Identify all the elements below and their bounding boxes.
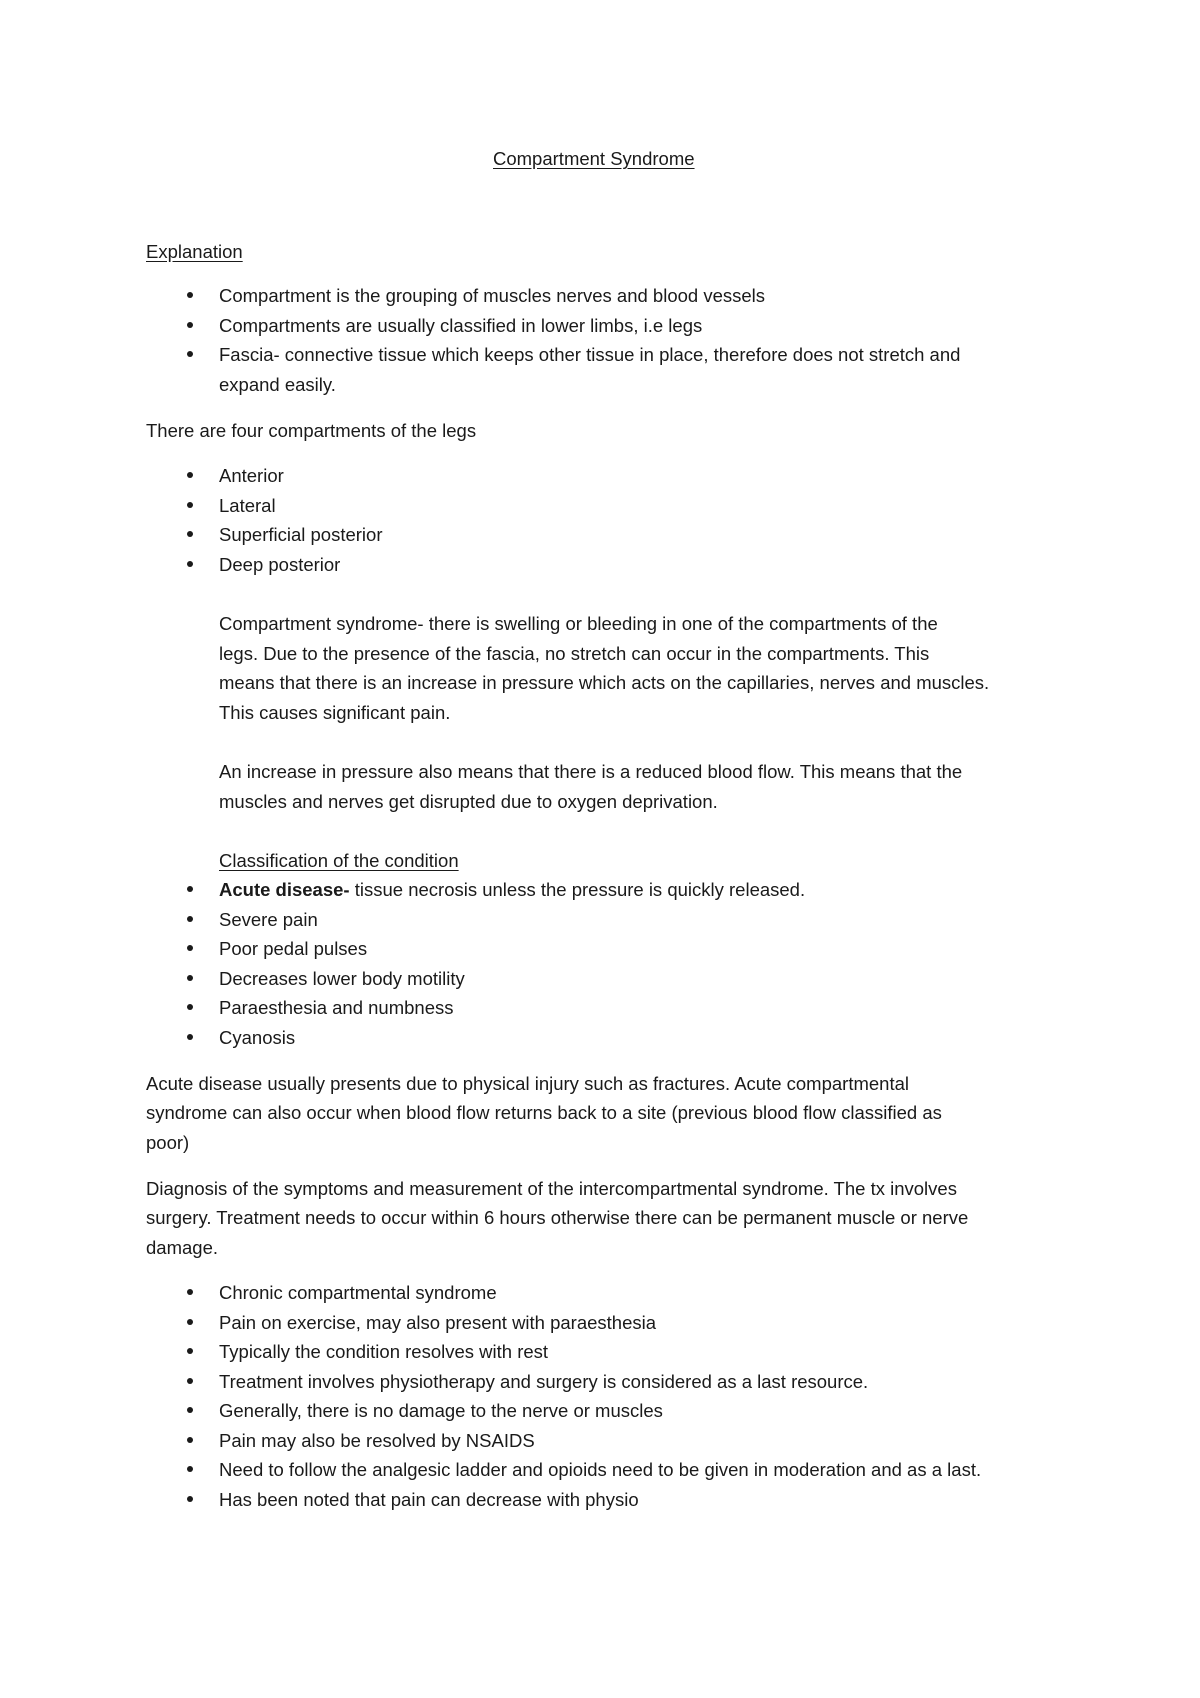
bullet xyxy=(187,975,193,981)
bullet xyxy=(187,916,193,922)
list-item-continuation: expand easily. xyxy=(219,374,336,395)
pressure-paragraph-line: muscles and nerves get disrupted due to oxygen deprivation. xyxy=(219,791,718,812)
bullet xyxy=(187,1496,193,1502)
acute-paragraph-line: Acute disease usually presents due to physical injury such as fractures. Acute compartmental xyxy=(146,1073,909,1094)
syndrome-paragraph-line: Compartment syndrome- there is swelling or bleeding in one of the compartments of the xyxy=(219,613,938,634)
acute-disease-label: Acute disease- xyxy=(219,879,350,900)
bullet xyxy=(187,472,193,478)
bullet xyxy=(187,1378,193,1384)
list-item: Chronic compartmental syndrome xyxy=(219,1282,497,1303)
list-item: Treatment involves physiotherapy and surgery is considered as a last resource. xyxy=(219,1371,869,1392)
diagnosis-paragraph-line: damage. xyxy=(146,1237,218,1258)
list-item: Cyanosis xyxy=(219,1027,296,1048)
bullet xyxy=(187,531,193,537)
acute-paragraph-line: poor) xyxy=(146,1132,190,1153)
list-item: Need to follow the analgesic ladder and opioids need to be given in moderation and as a last. xyxy=(219,1459,982,1480)
list-item: Poor pedal pulses xyxy=(219,938,368,959)
list-item: Severe pain xyxy=(219,909,318,930)
bullet xyxy=(187,322,193,328)
bullet xyxy=(187,945,193,951)
pressure-paragraph-line: An increase in pressure also means that there is a reduced blood flow. This means that the xyxy=(219,761,963,782)
bullet xyxy=(187,1034,193,1040)
list-item: Pain on exercise, may also present with paraesthesia xyxy=(219,1312,657,1333)
list-item: Anterior xyxy=(219,465,284,486)
bullet xyxy=(187,886,193,892)
list-item: Superficial posterior xyxy=(219,524,383,545)
list-item: Lateral xyxy=(219,495,276,516)
diagnosis-paragraph-line: Diagnosis of the symptoms and measurement of the intercompartmental syndrome. The tx involves xyxy=(146,1178,957,1199)
bullet xyxy=(187,1289,193,1295)
bullet xyxy=(187,1319,193,1325)
list-item: Decreases lower body motility xyxy=(219,968,465,989)
bullet xyxy=(187,561,193,567)
syndrome-paragraph-line: This causes significant pain. xyxy=(219,702,451,723)
bullet xyxy=(187,1348,193,1354)
acute-disease-text: tissue necrosis unless the pressure is quickly released. xyxy=(349,879,806,900)
bullet xyxy=(187,1004,193,1010)
list-item: Compartments are usually classified in lower limbs, i.e legs xyxy=(219,315,703,336)
list-item: Generally, there is no damage to the nerve or muscles xyxy=(219,1400,663,1421)
bullet xyxy=(187,1437,193,1443)
list-item: Compartment is the grouping of muscles nerves and blood vessels xyxy=(219,285,766,306)
four-compartments-intro: There are four compartments of the legs xyxy=(146,420,477,441)
list-item: Paraesthesia and numbness xyxy=(219,997,454,1018)
list-item: Pain may also be resolved by NSAIDS xyxy=(219,1430,535,1451)
list-item: Fascia- connective tissue which keeps other tissue in place, therefore does not stretch and xyxy=(219,344,961,365)
list-item xyxy=(219,881,805,900)
page-title: Compartment Syndrome xyxy=(493,148,695,169)
syndrome-paragraph-line: legs. Due to the presence of the fascia, no stretch can occur in the compartments. This xyxy=(219,643,930,664)
acute-paragraph-line: syndrome can also occur when blood flow returns back to a site (previous blood flow classified as xyxy=(146,1102,942,1123)
bullet xyxy=(187,1407,193,1413)
bullet xyxy=(187,1466,193,1472)
syndrome-paragraph-line: means that there is an increase in pressure which acts on the capillaries, nerves and muscles. xyxy=(219,672,990,693)
explanation-heading: Explanation xyxy=(146,241,243,262)
bullet xyxy=(187,502,193,508)
diagnosis-paragraph-line: surgery. Treatment needs to occur within 6 hours otherwise there can be permanent muscle or nerve xyxy=(146,1207,969,1228)
bullet xyxy=(187,351,193,357)
list-item: Typically the condition resolves with rest xyxy=(219,1341,549,1362)
list-item: Has been noted that pain can decrease with physio xyxy=(219,1489,639,1510)
bullet xyxy=(187,292,193,298)
list-item: Deep posterior xyxy=(219,554,341,575)
classification-heading: Classification of the condition xyxy=(219,850,459,871)
